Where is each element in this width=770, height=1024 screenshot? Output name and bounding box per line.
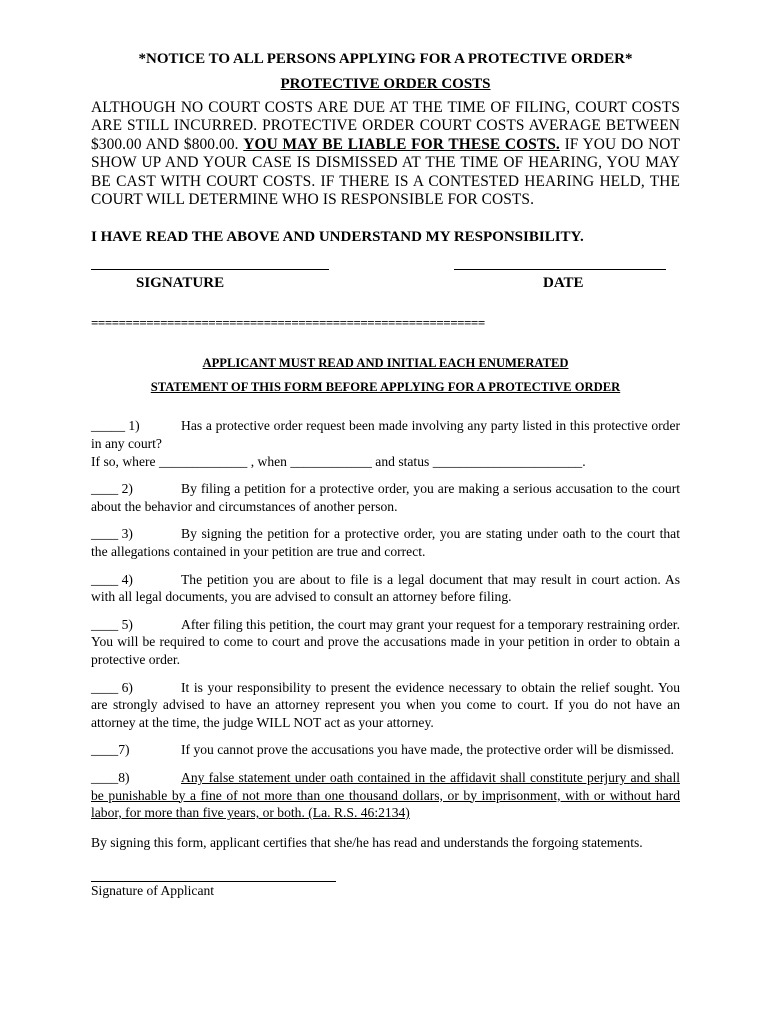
initial-blank[interactable]: ____8) <box>91 769 130 785</box>
initial-blank[interactable]: ____7) <box>91 742 130 758</box>
statement-list <box>91 417 680 821</box>
notice-heading: *NOTICE TO ALL PERSONS APPLYING FOR A PROTECTIVE ORDER* <box>138 51 633 67</box>
statement-item <box>91 480 680 515</box>
prior-request-details[interactable]: If so, where _____________ , when ____________ and status ______________________. <box>91 453 586 469</box>
instruction-heading-2: STATEMENT OF THIS FORM BEFORE APPLYING FOR A PROTECTIVE ORDER <box>150 380 621 395</box>
divider: ========================================================= <box>91 315 485 331</box>
date-line[interactable] <box>454 269 666 270</box>
initial-blank[interactable]: ____ 6) <box>91 679 133 695</box>
certification-text: By signing this form, applicant certifies that she/he has read and understands the forgoing statements. <box>91 834 643 850</box>
statement-text: If you cannot prove the accusations you have made, the protective order will be dismissed. <box>181 742 674 758</box>
initial-blank[interactable]: ____ 2) <box>91 481 133 497</box>
signature-date-row <box>91 269 680 313</box>
statement-text: The petition you are about to file is a legal document that may result in court action. As with all legal documents, you are advised to consult an attorney before filing. <box>91 571 680 605</box>
initial-blank[interactable]: _____ 1) <box>91 418 140 434</box>
statement-text: Has a protective order request been made involving any party listed in this protective order in any court? <box>91 418 680 452</box>
statement-item <box>91 571 680 606</box>
statement-text: After filing this petition, the court may grant your request for a temporary restraining order. You will be required to come to court and prove the accusations made in your petition in order to obtain a protective order. <box>91 616 680 667</box>
applicant-signature-line[interactable] <box>91 873 336 882</box>
statement-item <box>91 679 680 732</box>
date-label: DATE <box>543 275 584 292</box>
liable-warning: YOU MAY BE LIABLE FOR THESE COSTS. <box>243 135 560 153</box>
statement-text: Any false statement under oath contained in the affidavit shall constitute perjury and shall be punishable by a fine of not more than one thousand dollars, or by imprisonment, with or without hard labor, for more than five years, or both. (La. R.S. 46:2134) <box>91 769 680 821</box>
signature-line[interactable] <box>91 269 329 270</box>
instruction-heading-1: APPLICANT MUST READ AND INITIAL EACH ENUMERATED <box>202 356 569 371</box>
statement-item <box>91 525 680 560</box>
costs-paragraph <box>91 99 680 209</box>
costs-text-1: ALTHOUGH NO COURT COSTS ARE DUE AT THE TIME OF FILING, COURT COSTS ARE STILL INCURRED. PROTECTIVE ORDER COURT COSTS AVERAGE BETWEEN $300.00 AND $800.00. <box>91 99 680 153</box>
costs-text-2: IF YOU DO NOT SHOW UP AND YOUR CASE IS DISMISSED AT THE TIME OF HEARING, YOU MAY BE CAST WITH COURT COSTS. IF THERE IS A CONTESTED HEARING HELD, THE COURT WILL DETERMINE WHO IS RESPONSIBLE FOR COSTS. <box>91 135 680 209</box>
statement-item <box>91 741 680 759</box>
statement-item <box>91 769 680 822</box>
initial-blank[interactable]: ____ 3) <box>91 526 133 542</box>
applicant-signature-label: Signature of Applicant <box>91 883 215 899</box>
statement-text: It is your responsibility to present the evidence necessary to obtain the relief sought. You are strongly advised to have an attorney represent you when you come to court. If you do not have an attorney at the time, the judge WILL NOT act as your attorney. <box>91 679 680 730</box>
costs-title: PROTECTIVE ORDER COSTS <box>280 76 491 92</box>
statement-item <box>91 616 680 669</box>
initial-blank[interactable]: ____ 5) <box>91 616 133 632</box>
signature-label: SIGNATURE <box>136 275 225 292</box>
initial-blank[interactable]: ____ 4) <box>91 571 133 587</box>
document-page <box>91 48 680 899</box>
applicant-signature-block <box>91 873 680 899</box>
acknowledgement: I HAVE READ THE ABOVE AND UNDERSTAND MY RESPONSIBILITY. <box>91 229 584 246</box>
statement-text: By filing a petition for a protective order, you are making a serious accusation to the court about the behavior and circumstances of another person. <box>91 481 680 514</box>
statement-text: By signing the petition for a protective order, you are stating under oath to the court that the allegations contained in your petition are true and correct. <box>91 526 680 559</box>
statement-item <box>91 417 680 470</box>
